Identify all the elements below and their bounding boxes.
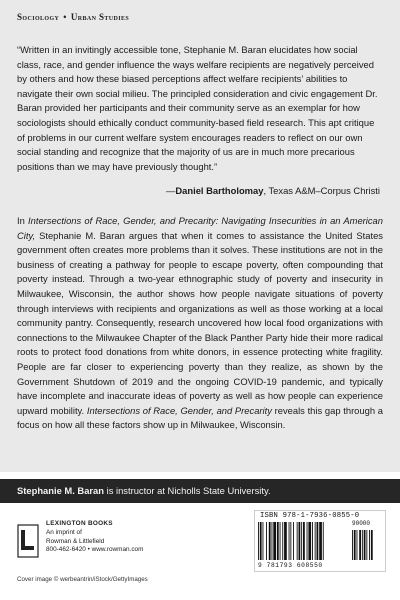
description-body: Stephanie M. Baran argues that when it comes to assistance the United States government often creates more problems than it solves. These institutions are not in the business of creating a pathway for people to escape poverty, often compounding that poverty instead. Through a two-year ethnographic study of poverty and insecurity in Milwaukee, Wisconsin, the author shows how people navigate situations of poverty through interviews with recipients and organizations as well as those working at a local community pantry. Consequently, research uncovered how local food organizations with connections to the Milwaukee Chapter of the Black Panther Party hide their more radical roots to protect food donations from white donors, in essence protecting white fragility. People are far closer to experiencing poverty than they realize, as shown by the Government Shutdown of 2019 and the ongoing COVID-19 pandemic, and typically have incomplete and inaccurate ideas of poverty as well as how people can experience upward mobility. <box>17 229 383 416</box>
category-separator: • <box>63 12 67 22</box>
publisher-parent: Rowman & Littlefield <box>46 537 105 545</box>
description-book-title-short: Intersections of Race, Gender, and Precarity <box>86 404 272 416</box>
isbn-label: ISBN 978-1-7936-0855-0 <box>260 512 360 520</box>
publisher-contact: 800-462-6420 • www.rowman.com <box>46 546 144 554</box>
lexington-books-logo-icon <box>17 524 39 558</box>
book-description <box>17 214 383 433</box>
publisher-info <box>46 520 143 555</box>
attribution-name: Daniel Bartholomay <box>175 185 264 196</box>
description-intro: In <box>17 215 29 226</box>
cover-image-credit: Cover image © werbeantrin/iStock/GettyImages <box>17 576 148 583</box>
barcode-addon-number: 90000 <box>352 520 371 527</box>
author-bio: is instructor at Nicholls State University. <box>104 485 271 496</box>
endorsement-attribution <box>166 184 380 197</box>
description-ending: reveals this gap through a focus on how all these factors show up in Milwaukee, Wisconsin. <box>17 404 383 431</box>
barcode-number: 9 781793 608550 <box>258 562 323 569</box>
category-label <box>17 12 129 22</box>
author-bio-bar <box>0 479 400 503</box>
category-sociology: Sociology <box>17 12 60 22</box>
barcode-icon <box>258 522 380 562</box>
attribution-affiliation: , Texas A&M–Corpus Christi <box>263 185 380 196</box>
attribution-dash: — <box>166 185 176 196</box>
publisher-name: LEXINGTON BOOKS <box>46 520 113 527</box>
publisher-imprint-line: An imprint of <box>46 528 82 536</box>
category-urban-studies: Urban Studies <box>70 12 130 22</box>
endorsement-quote: “Written in an invitingly accessible tone, Stephanie M. Baran elucidates how social class, race, and gender influence the ways welfare recipients are negatively perceived by others and how these biased perceptions affect welfare recipients’ abilities to navigate their own social milieu. The principled consideration and civic engagement Dr. Baran provided her participants and their community serve as an exemplar for how sociologists should ethically conduct community-based field research. This apt critique of problems in our current welfare system encourages readers to reflect on our own social standing and recognize that the majority of us are in much more precarious positions than we may have previously thought.” <box>17 44 378 172</box>
author-name: Stephanie M. Baran <box>17 485 104 496</box>
description-book-title: Intersections of Race, Gender, and Precarity: Navigating Insecurities in an American City, <box>17 215 383 241</box>
